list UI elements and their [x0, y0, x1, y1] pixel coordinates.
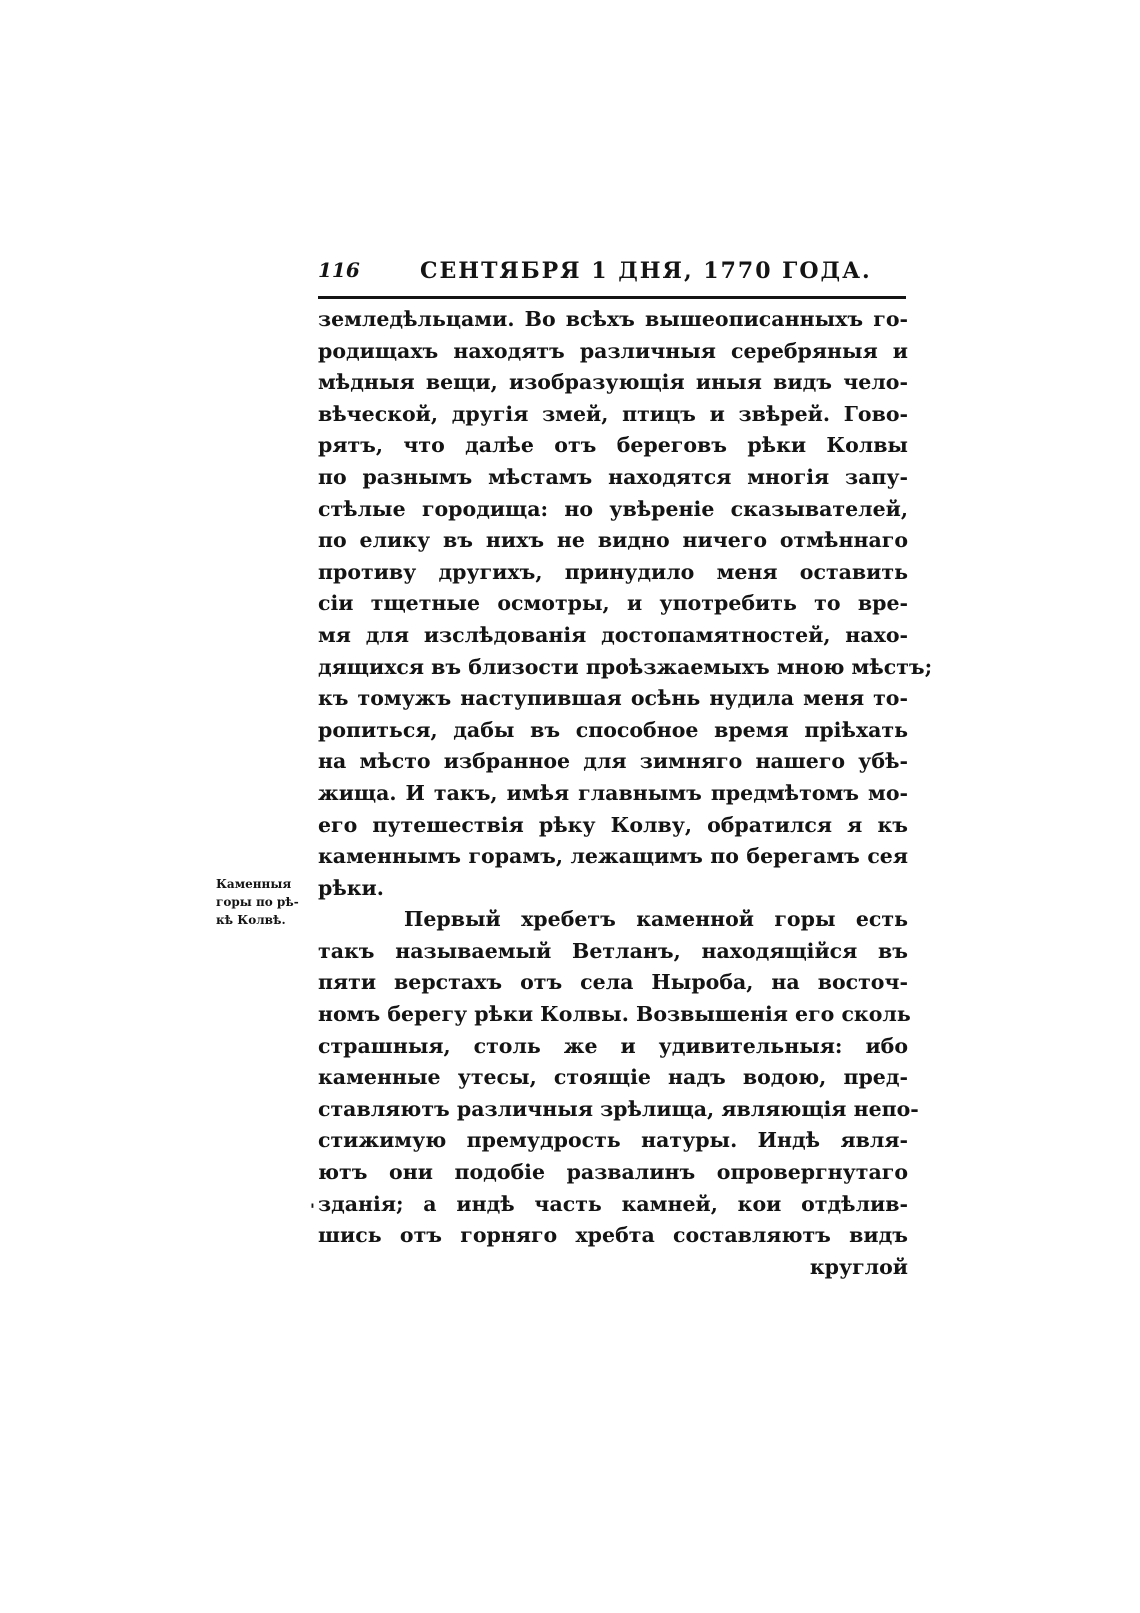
paragraph-1: [318, 304, 933, 904]
text-line: земледѣльцами. Во всѣхъ вышеописанныхъ го-: [318, 307, 908, 331]
text-line: родищахъ находятъ различныя серебряныя и: [318, 338, 908, 363]
marginal-note-line: горы по рѣ-: [216, 895, 299, 909]
page-number: 116: [318, 258, 360, 282]
text-line: рѣки.: [318, 875, 384, 900]
text-line: мя для изслѣдованія достопамятностей, нахо-: [318, 622, 908, 647]
text-line: каменные утесы, стоящіе надъ водою, пред-: [318, 1065, 908, 1090]
running-head: СЕНТЯБРЯ 1 ДНЯ, 1770 ГОДА.: [420, 258, 872, 284]
text-line: Первый хребетъ каменной горы есть: [404, 907, 908, 932]
page-header: [318, 254, 908, 290]
text-line: по разнымъ мѣстамъ находятся многія запу-: [318, 464, 908, 489]
text-line: по елику въ нихъ не видно ничего отмѣннаго: [318, 528, 908, 553]
header-rule: [318, 296, 906, 299]
text-line: ютъ они подобіе развалинъ опровергнутаго: [318, 1160, 908, 1185]
stray-ink-mark: ': [310, 1200, 315, 1219]
text-line: зданія; а индѣ часть камней, кои отдѣлив-: [318, 1191, 908, 1216]
marginal-note: [216, 875, 316, 929]
marginal-note-line: кѣ Колвѣ.: [216, 913, 286, 927]
text-line: ставляютъ различныя зрѣлища, являющія непо-: [318, 1096, 919, 1121]
paragraph-2: [318, 904, 919, 1252]
text-line: на мѣсто избранное для зимняго нашего убѣ-: [318, 749, 908, 774]
text-line: пяти верстахъ отъ села Ныроба, на восточ-: [318, 970, 908, 995]
text-line: къ томужъ наступившая осѣнь нудила меня то-: [318, 686, 908, 711]
text-line: такъ называемый Ветланъ, находящійся въ: [318, 938, 908, 963]
text-line: страшныя, столь же и удивительныя: ибо: [318, 1033, 908, 1058]
text-line: каменнымъ горамъ, лежащимъ по берегамъ сея: [318, 844, 908, 869]
text-line: стижимую премудрость натуры. Индѣ явля-: [318, 1128, 908, 1153]
text-line: его путешествія рѣку Колву, обратился я къ: [318, 812, 908, 837]
body-text: [318, 304, 933, 1283]
marginal-note-line: Каменныя: [216, 877, 292, 891]
text-line: рятъ, что далѣе отъ береговъ рѣки Колвы: [318, 433, 908, 458]
text-line: жища. И такъ, имѣя главнымъ предмѣтомъ мо-: [318, 780, 908, 805]
text-line: стѣлые городища: но увѣреніе сказывателей,: [318, 496, 908, 521]
text-line: шись отъ горняго хребта составляютъ видъ: [318, 1223, 908, 1248]
text-line: противу другихъ, принудило меня оставить: [318, 559, 908, 584]
text-line: номъ берегу рѣки Колвы. Возвышенія его сколь: [318, 1002, 911, 1027]
text-line: ропиться, дабы въ способное время пріѣхать: [318, 717, 908, 742]
text-line: дящихся въ близости проѣзжаемыхъ мною мѣстъ;: [318, 654, 933, 679]
text-line: мѣдныя вещи, изобразующія иныя видъ чело-: [318, 370, 908, 395]
catchword: круглой: [809, 1254, 908, 1279]
text-line: сіи тщетные осмотры, и употребить то вре-: [318, 591, 908, 616]
text-line: вѣческой, другія змей, птицъ и звѣрей. Гово-: [318, 401, 908, 426]
